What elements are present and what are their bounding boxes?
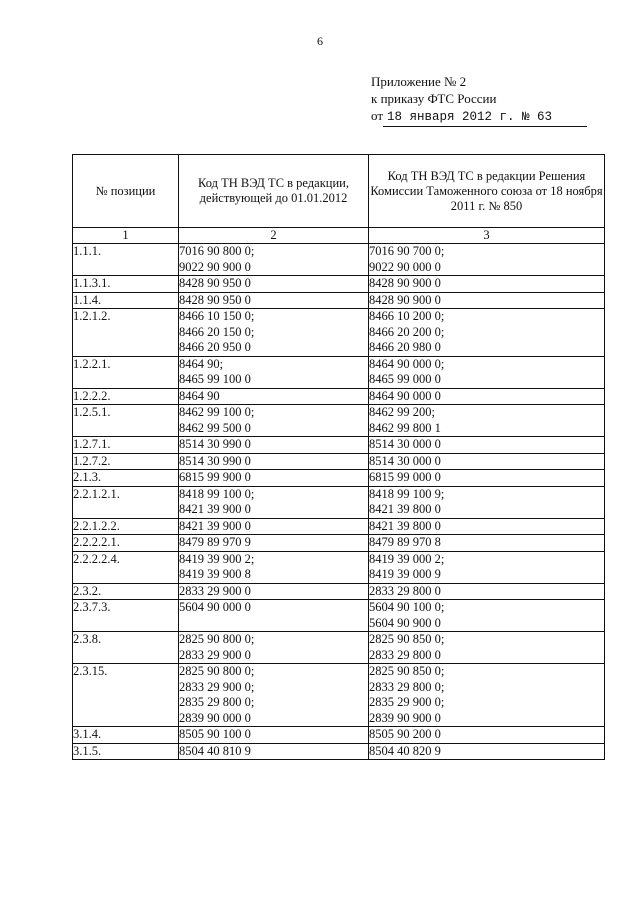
table-row [73, 276, 605, 293]
old-code-cell [179, 292, 369, 309]
table-row [73, 743, 605, 760]
new-code-cell [369, 292, 605, 309]
new-code-cell [369, 600, 605, 632]
position-cell: 2.1.3. [73, 470, 179, 487]
table-row [73, 292, 605, 309]
order-date-line [371, 107, 587, 127]
new-code-cell [369, 518, 605, 535]
position-cell: 1.2.1.2. [73, 309, 179, 357]
old-code-cell [179, 743, 369, 760]
code-line: 8464 90 [179, 388, 220, 403]
position-cell: 2.3.15. [73, 664, 179, 727]
code-line: 8462 99 200; [369, 405, 435, 419]
code-line: 8462 99 800 1 [369, 420, 441, 435]
code-line: 8464 90 000 0; [369, 356, 445, 371]
code-line: 8465 99 000 0 [369, 372, 441, 386]
table-row [73, 535, 605, 552]
table-row [73, 453, 605, 470]
table-row [73, 551, 605, 583]
code-line: 8428 90 900 0 [369, 276, 441, 290]
column-number: 1 [73, 228, 179, 244]
table-row [73, 405, 605, 437]
code-line: 8464 90; [179, 356, 224, 371]
position-cell: 2.3.8. [73, 632, 179, 664]
new-code-cell [369, 276, 605, 293]
new-code-cell [369, 664, 605, 727]
table-row [73, 470, 605, 487]
new-code-cell [369, 486, 605, 518]
code-line: 8421 39 900 0 [179, 518, 251, 533]
old-code-cell [179, 405, 369, 437]
table-row [73, 388, 605, 405]
old-code-cell [179, 600, 369, 632]
code-line: 8464 90 000 0 [369, 388, 441, 403]
new-code-cell [369, 727, 605, 744]
position-cell: 1.2.5.1. [73, 405, 179, 437]
position-cell: 2.3.2. [73, 583, 179, 600]
position-cell: 3.1.5. [73, 743, 179, 760]
code-line: 2839 90 900 0 [369, 710, 441, 725]
new-code-cell [369, 437, 605, 454]
code-line: 8421 39 800 0 [369, 502, 441, 516]
appendix-header [371, 73, 587, 127]
table-row [73, 727, 605, 744]
order-reference: к приказу ФТС России [371, 91, 497, 106]
position-cell: 2.2.1.2.2. [73, 518, 179, 535]
code-line: 8466 20 950 0 [179, 340, 251, 354]
code-line: 8466 20 150 0; [179, 324, 255, 339]
code-line: 8466 20 200 0; [369, 324, 445, 339]
position-cell: 1.1.1. [73, 244, 179, 276]
new-code-cell [369, 470, 605, 487]
table-row [73, 664, 605, 727]
code-line: 2825 90 850 0; [369, 632, 445, 646]
table-header-row [73, 155, 605, 228]
new-code-cell [369, 632, 605, 664]
code-line: 2833 29 800 0 [369, 583, 441, 598]
code-line: 8479 89 970 9 [179, 535, 251, 549]
code-line: 8479 89 970 8 [369, 535, 441, 549]
old-code-cell [179, 453, 369, 470]
code-line: 8419 39 000 2; [369, 551, 445, 566]
code-line: 2833 29 800 0 [369, 647, 441, 662]
code-line: 2825 90 850 0; [369, 664, 445, 678]
new-code-cell [369, 405, 605, 437]
code-line: 8428 90 950 0 [179, 276, 251, 290]
new-code-cell [369, 551, 605, 583]
new-code-cell [369, 583, 605, 600]
old-code-cell [179, 664, 369, 727]
code-line: 8514 30 990 0 [179, 437, 251, 451]
old-code-cell [179, 388, 369, 405]
code-line: 8466 10 150 0; [179, 309, 255, 323]
position-cell: 1.2.7.1. [73, 437, 179, 454]
code-line: 6815 99 000 0 [369, 470, 441, 484]
old-code-cell [179, 276, 369, 293]
table-row [73, 486, 605, 518]
column-number: 3 [369, 228, 605, 244]
table-row [73, 437, 605, 454]
old-code-cell [179, 632, 369, 664]
position-cell: 3.1.4. [73, 727, 179, 744]
position-cell: 1.1.3.1. [73, 276, 179, 293]
code-line: 8421 39 900 0 [179, 502, 251, 516]
position-cell: 1.2.2.1. [73, 356, 179, 388]
code-line: 8419 39 900 8 [179, 567, 251, 581]
code-line: 2825 90 800 0; [179, 664, 255, 678]
code-line: 2835 29 800 0; [179, 695, 255, 709]
code-line: 2833 29 900 0; [179, 679, 255, 694]
old-code-cell [179, 470, 369, 487]
code-line: 2833 29 800 0; [369, 679, 445, 694]
new-code-cell [369, 453, 605, 470]
codes-table [72, 154, 605, 760]
table-row [73, 356, 605, 388]
old-code-cell [179, 309, 369, 357]
code-line: 9022 90 900 0 [179, 259, 251, 274]
code-line: 2835 29 900 0; [369, 695, 445, 709]
table-row [73, 518, 605, 535]
old-code-cell [179, 583, 369, 600]
order-date-value: 18 января 2012 г. № 63 [383, 109, 587, 127]
table-row [73, 632, 605, 664]
new-code-cell [369, 244, 605, 276]
appendix-title: Приложение № 2 [371, 74, 467, 89]
position-cell: 1.2.2.2. [73, 388, 179, 405]
code-line: 8465 99 100 0 [179, 372, 251, 386]
column-header-old-code: Код ТН ВЭД ТС в редакции, действующей до 01.01.2012 [179, 155, 369, 228]
code-line: 8462 99 100 0; [179, 405, 255, 419]
code-line: 7016 90 800 0; [179, 244, 255, 258]
old-code-cell [179, 535, 369, 552]
position-cell: 2.2.2.2.4. [73, 551, 179, 583]
position-cell: 1.1.4. [73, 292, 179, 309]
position-cell: 2.2.2.2.1. [73, 535, 179, 552]
page-number: 6 [317, 34, 323, 48]
code-line: 5604 90 000 0 [179, 600, 251, 614]
position-cell: 2.2.1.2.1. [73, 486, 179, 518]
old-code-cell [179, 486, 369, 518]
code-line: 8505 90 200 0 [369, 727, 441, 741]
code-line: 8504 40 820 9 [369, 743, 441, 758]
code-line: 8418 99 100 9; [369, 486, 445, 501]
code-line: 8466 20 980 0 [369, 340, 441, 354]
new-code-cell [369, 356, 605, 388]
code-line: 5604 90 100 0; [369, 600, 445, 614]
old-code-cell [179, 727, 369, 744]
code-line: 8514 30 000 0 [369, 437, 441, 451]
table-row [73, 583, 605, 600]
position-cell: 1.2.7.2. [73, 453, 179, 470]
column-number: 2 [179, 228, 369, 244]
code-line: 2839 90 000 0 [179, 710, 251, 725]
old-code-cell [179, 518, 369, 535]
code-line: 8514 30 990 0 [179, 453, 251, 468]
new-code-cell [369, 388, 605, 405]
code-line: 8504 40 810 9 [179, 743, 251, 758]
position-cell: 2.3.7.3. [73, 600, 179, 632]
new-code-cell [369, 743, 605, 760]
code-line: 9022 90 000 0 [369, 259, 441, 274]
table-row [73, 600, 605, 632]
order-date-prefix: от [371, 108, 384, 123]
column-header-new-code: Код ТН ВЭД ТС в редакции Решения Комиссии Таможенного союза от 18 ноября 2011 г. № 850 [369, 155, 605, 228]
code-line: 8419 39 900 2; [179, 551, 255, 566]
code-line: 8428 90 950 0 [179, 292, 251, 307]
code-line: 8418 99 100 0; [179, 486, 255, 501]
new-code-cell [369, 309, 605, 357]
code-line: 2833 29 900 0 [179, 583, 251, 598]
old-code-cell [179, 437, 369, 454]
code-line: 8421 39 800 0 [369, 518, 441, 533]
code-line: 2825 90 800 0; [179, 632, 255, 646]
column-header-position: № позиции [73, 155, 179, 228]
code-line: 8419 39 000 9 [369, 567, 441, 581]
code-line: 7016 90 700 0; [369, 244, 445, 258]
old-code-cell [179, 356, 369, 388]
code-line: 5604 90 900 0 [369, 615, 441, 630]
code-line: 8466 10 200 0; [369, 309, 445, 323]
new-code-cell [369, 535, 605, 552]
code-line: 6815 99 900 0 [179, 470, 251, 484]
code-line: 8428 90 900 0 [369, 292, 441, 307]
code-line: 8462 99 500 0 [179, 420, 251, 435]
table-row [73, 244, 605, 276]
code-line: 8514 30 000 0 [369, 453, 441, 468]
code-line: 8505 90 100 0 [179, 727, 251, 741]
old-code-cell [179, 551, 369, 583]
column-number-row [73, 228, 605, 244]
table-row [73, 309, 605, 357]
old-code-cell [179, 244, 369, 276]
code-line: 2833 29 900 0 [179, 647, 251, 662]
